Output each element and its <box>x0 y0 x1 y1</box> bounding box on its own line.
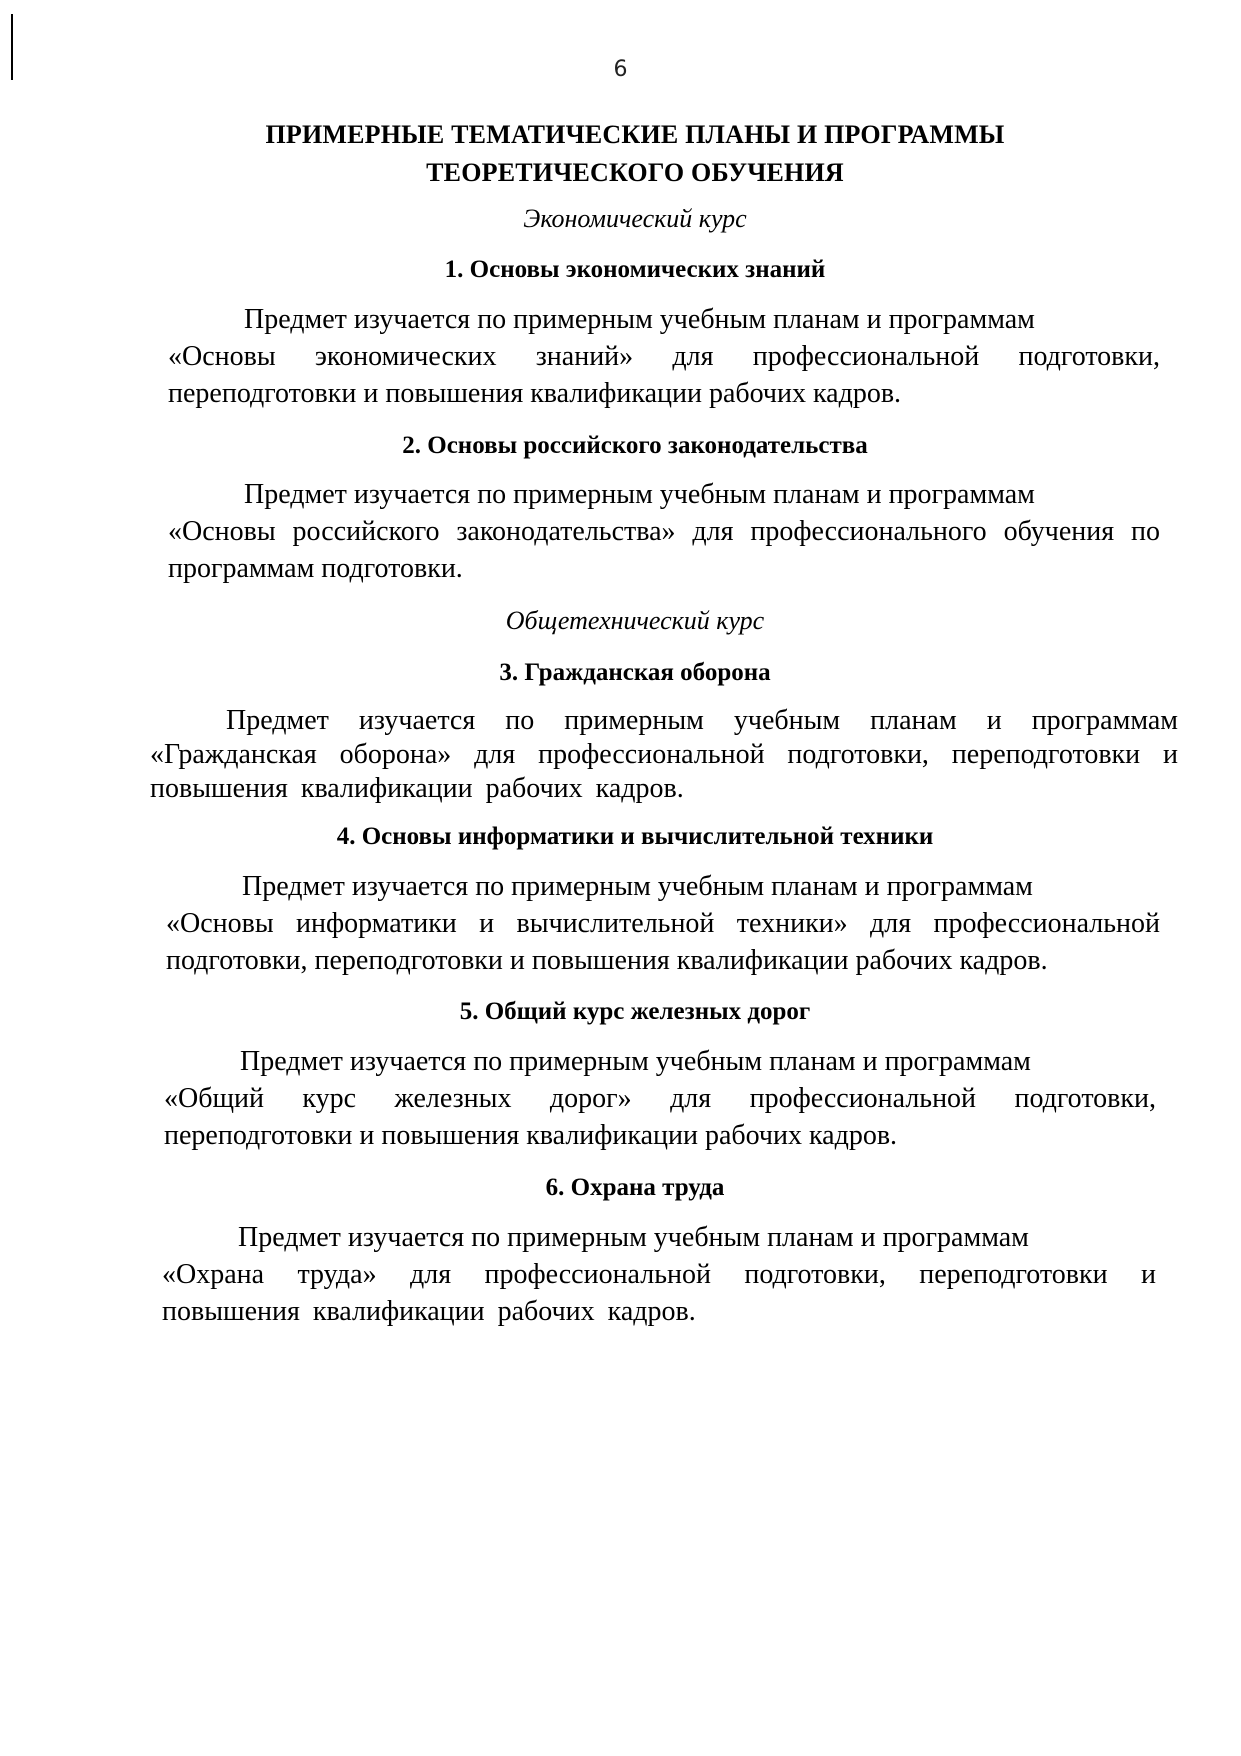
section-5-heading: 5. Общий курс железных дорог <box>459 998 811 1025</box>
section-4-paragraph <box>166 868 1160 979</box>
section-5-line-1: Предмет изучается по примерным учебным планам и программам <box>240 1046 1031 1077</box>
course-general-technical: Общетехнический курс <box>505 606 765 635</box>
course-economic: Экономический курс <box>523 204 747 233</box>
section-1-line-3: переподготовки и повышения квалификации рабочих кадров. <box>168 378 902 409</box>
section-2-line-1: Предмет изучается по примерным учебным планам и программам <box>244 479 1035 510</box>
section-6-line-3: повышения квалификации рабочих кадров. <box>162 1296 696 1327</box>
section-6-paragraph <box>162 1219 1156 1330</box>
section-1-line-2: «Основы экономических знаний» для профессиональной подготовки, <box>168 341 1160 372</box>
title-line-2: ТЕОРЕТИЧЕСКОГО ОБУЧЕНИЯ <box>426 158 844 187</box>
section-1-heading: 1. Основы экономических знаний <box>444 256 826 283</box>
section-2-line-2: «Основы российского законодательства» для профессионального обучения по <box>168 516 1160 547</box>
section-3-line-1: Предмет изучается по примерным учебным планам и программам <box>226 705 1178 736</box>
section-5-line-3: переподготовки и повышения квалификации рабочих кадров. <box>164 1120 898 1151</box>
section-4-heading: 4. Основы информатики и вычислительной техники <box>336 823 934 850</box>
section-5-line-2: «Общий курс железных дорог» для профессиональной подготовки, <box>164 1083 1156 1114</box>
section-3-paragraph <box>150 704 1178 806</box>
section-3-line-2: «Гражданская оборона» для профессиональной подготовки, переподготовки и <box>150 739 1178 770</box>
section-2-heading: 2. Основы российского законодательства <box>402 432 868 459</box>
section-1-line-1: Предмет изучается по примерным учебным планам и программам <box>244 304 1035 335</box>
section-2-line-3: программам подготовки. <box>168 553 463 584</box>
section-6-line-1: Предмет изучается по примерным учебным планам и программам <box>238 1222 1029 1253</box>
section-2-paragraph <box>168 476 1160 587</box>
section-3-heading: 3. Гражданская оборона <box>499 659 771 686</box>
section-5-paragraph <box>164 1043 1156 1154</box>
section-3-line-3: повышения квалификации рабочих кадров. <box>150 773 684 804</box>
section-4-line-2: «Основы информатики и вычислительной техники» для профессиональной <box>166 908 1160 939</box>
section-4-line-1: Предмет изучается по примерным учебным планам и программам <box>242 871 1033 902</box>
section-6-heading: 6. Охрана труда <box>545 1174 725 1201</box>
section-1-paragraph <box>168 301 1160 412</box>
section-4-line-3: подготовки, переподготовки и повышения квалификации рабочих кадров. <box>166 945 1048 976</box>
page-number: 6 <box>613 57 628 82</box>
title-line-1: ПРИМЕРНЫЕ ТЕМАТИЧЕСКИЕ ПЛАНЫ И ПРОГРАММЫ <box>265 120 1005 149</box>
document-title <box>170 116 1100 192</box>
section-6-line-2: «Охрана труда» для профессиональной подготовки, переподготовки и <box>162 1259 1156 1290</box>
